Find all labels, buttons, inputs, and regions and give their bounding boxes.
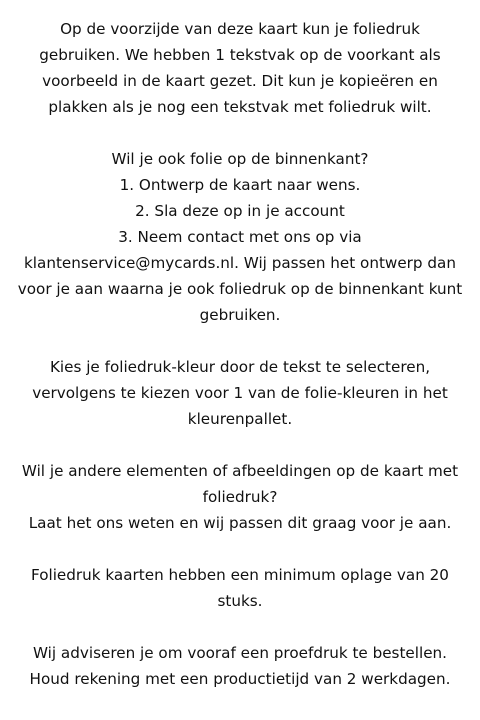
proof-print-paragraph xyxy=(14,640,466,692)
text-line: 1. Ontwerp de kaart naar wens. xyxy=(119,176,361,194)
text-line: gebruiken. We hebben 1 tekstvak op de voorkant als xyxy=(39,46,441,64)
minimum-order-paragraph xyxy=(14,562,466,614)
text-line: Houd rekening met een productietijd van 2 werkdagen. xyxy=(29,670,451,688)
text-line: plakken als je nog een tekstvak met foliedruk wilt. xyxy=(48,98,432,116)
text-line: 3. Neem contact met ons op via xyxy=(118,228,362,246)
text-line: Op de voorzijde van deze kaart kun je foliedruk xyxy=(60,20,420,38)
text-line: stuks. xyxy=(217,592,263,610)
text-line: Wil je andere elementen of afbeeldingen op de kaart met xyxy=(21,462,459,480)
text-line: Kies je foliedruk-kleur door de tekst te selecteren, xyxy=(49,358,431,376)
other-elements-paragraph xyxy=(14,458,466,536)
text-line: klantenservice@mycards.nl. Wij passen het ontwerp dan xyxy=(24,254,456,272)
front-foil-paragraph xyxy=(14,16,466,120)
text-line: gebruiken. xyxy=(199,306,281,324)
text-line: Foliedruk kaarten hebben een minimum oplage van 20 xyxy=(31,566,449,584)
foil-color-paragraph xyxy=(14,354,466,432)
text-line: 2. Sla deze op in je account xyxy=(135,202,345,220)
text-line: Wil je ook folie op de binnenkant? xyxy=(111,150,369,168)
text-line: voor je aan waarna je ook foliedruk op de binnenkant kunt xyxy=(17,280,463,298)
inside-foil-paragraph xyxy=(14,146,466,328)
text-line: vervolgens te kiezen voor 1 van de folie-kleuren in het xyxy=(32,384,448,402)
text-line: Wij adviseren je om vooraf een proefdruk te bestellen. xyxy=(32,644,448,662)
text-line: voorbeeld in de kaart gezet. Dit kun je kopieëren en xyxy=(42,72,438,90)
text-line: Laat het ons weten en wij passen dit graag voor je aan. xyxy=(28,514,452,532)
text-line: foliedruk? xyxy=(202,488,278,506)
text-line: kleurenpallet. xyxy=(187,410,293,428)
